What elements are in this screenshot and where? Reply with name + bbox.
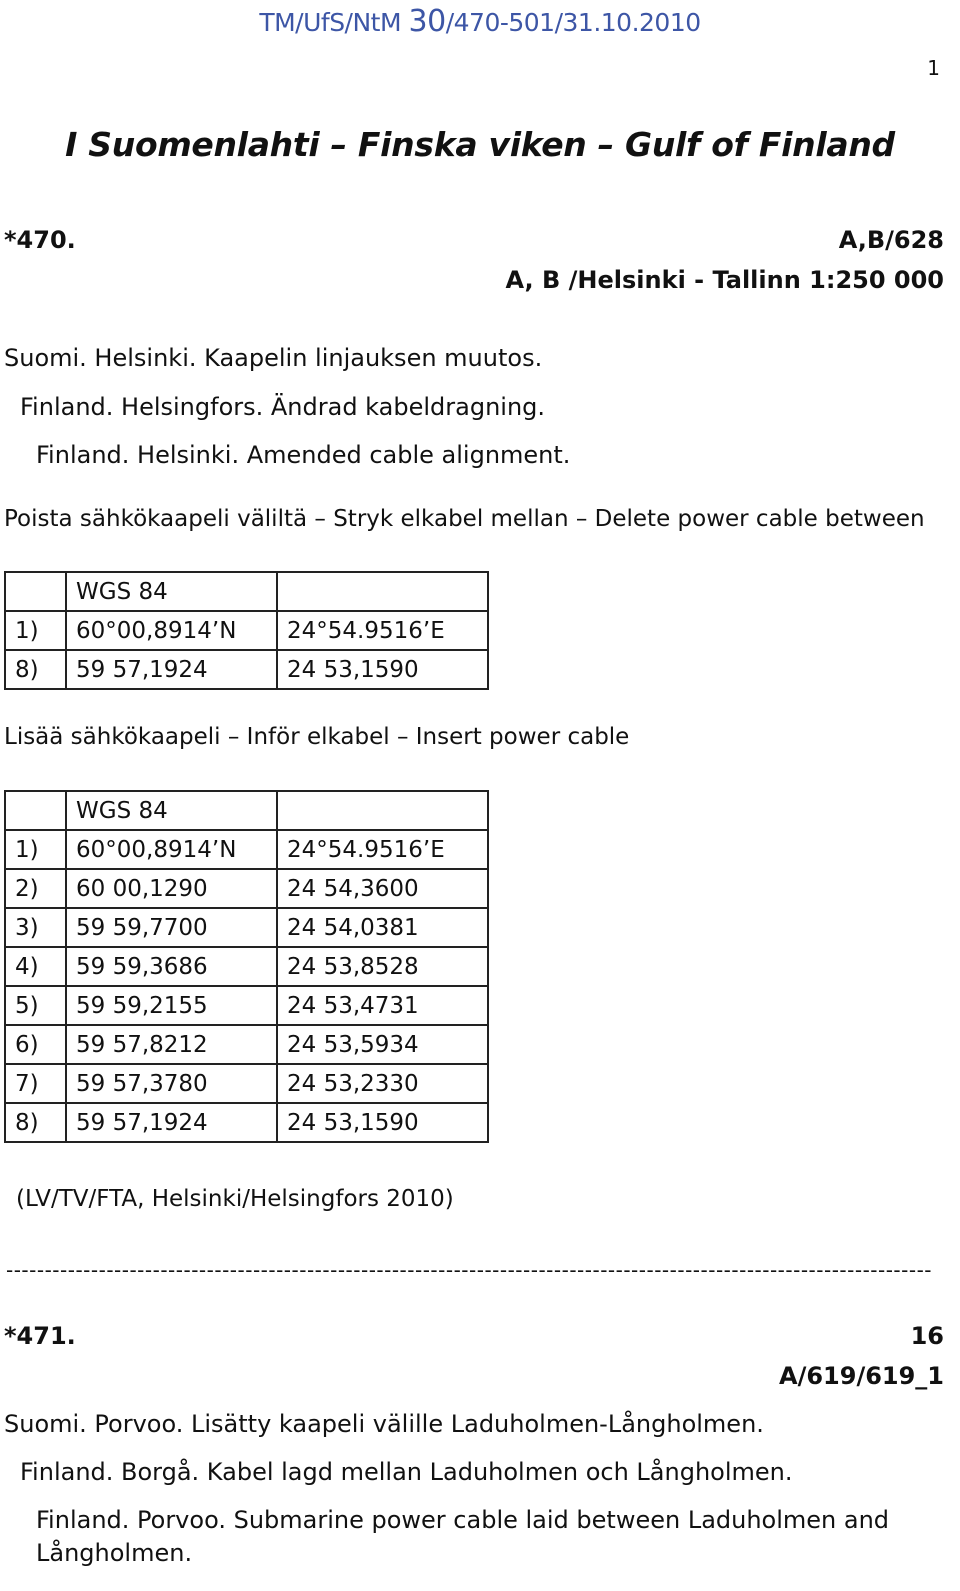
page-number: 1 <box>927 56 940 80</box>
longitude-cell: 24 53,1590 <box>277 650 488 689</box>
latitude-cell: 60 00,1290 <box>66 869 277 908</box>
delete-cable-heading: Poista sähkökaapeli väliltä – Stryk elkabel mellan – Delete power cable between <box>4 506 925 532</box>
page-header <box>0 4 960 39</box>
table-row <box>5 650 488 689</box>
notice-separator: ------------------------------------------------------------------------------------------------------------------------ <box>6 1258 933 1282</box>
header-prefix: TM/UfS/NtM <box>259 8 402 37</box>
notice-470-title-en: Finland. Helsinki. Amended cable alignment. <box>36 441 571 469</box>
longitude-cell: 24 53,4731 <box>277 986 488 1025</box>
table-cell <box>277 791 488 830</box>
table-row <box>5 1064 488 1103</box>
table-row <box>5 1103 488 1142</box>
table-header-row <box>5 791 488 830</box>
notice-470-charts: A,B/628 <box>838 226 944 254</box>
longitude-cell: 24°54.9516’E <box>277 830 488 869</box>
latitude-cell: 59 59,7700 <box>66 908 277 947</box>
longitude-cell: 24 53,8528 <box>277 947 488 986</box>
longitude-cell: 24 53,5934 <box>277 1025 488 1064</box>
longitude-cell: 24 53,2330 <box>277 1064 488 1103</box>
notice-470-title-fi: Suomi. Helsinki. Kaapelin linjauksen muutos. <box>4 344 543 372</box>
longitude-cell: 24 54,0381 <box>277 908 488 947</box>
header-suffix: /470-501/31.10.2010 <box>445 8 701 37</box>
notice-471-title-en-line2: Långholmen. <box>36 1539 193 1567</box>
point-label: 4) <box>5 947 66 986</box>
insert-coordinates-table <box>4 790 489 1143</box>
table-row <box>5 908 488 947</box>
notice-471-title-sv: Finland. Borgå. Kabel lagd mellan Laduholmen och Långholmen. <box>20 1458 793 1486</box>
notice-471-charts: A/619/619_1 <box>779 1362 944 1390</box>
insert-cable-heading: Lisää sähkökaapeli – Inför elkabel – Insert power cable <box>4 724 630 750</box>
table-cell <box>277 572 488 611</box>
latitude-cell: 60°00,8914’N <box>66 830 277 869</box>
notice-470-title-sv: Finland. Helsingfors. Ändrad kabeldragning. <box>20 393 546 421</box>
table-row <box>5 1025 488 1064</box>
longitude-cell: 24 54,3600 <box>277 869 488 908</box>
latitude-cell: 59 59,2155 <box>66 986 277 1025</box>
latitude-cell: 59 57,1924 <box>66 1103 277 1142</box>
point-label: 5) <box>5 986 66 1025</box>
point-label: 8) <box>5 1103 66 1142</box>
latitude-cell: 59 57,8212 <box>66 1025 277 1064</box>
point-label: 7) <box>5 1064 66 1103</box>
point-label: 2) <box>5 869 66 908</box>
latitude-cell: 59 57,1924 <box>66 650 277 689</box>
notice-470-chart-series: A, B /Helsinki - Tallinn 1:250 000 <box>505 266 944 294</box>
datum-header: WGS 84 <box>66 572 277 611</box>
datum-header: WGS 84 <box>66 791 277 830</box>
latitude-cell: 60°00,8914’N <box>66 611 277 650</box>
table-row <box>5 986 488 1025</box>
table-header-row <box>5 572 488 611</box>
header-issue-number: 30 <box>408 4 446 39</box>
notice-471-title-en-line1: Finland. Porvoo. Submarine power cable laid between Laduholmen and <box>36 1506 890 1534</box>
point-label: 1) <box>5 611 66 650</box>
notice-471-count: 16 <box>910 1322 944 1350</box>
latitude-cell: 59 59,3686 <box>66 947 277 986</box>
delete-coordinates-table <box>4 571 489 690</box>
notice-471-number: *471. <box>4 1322 76 1350</box>
notice-470-number: *470. <box>4 226 76 254</box>
table-row <box>5 611 488 650</box>
section-heading: I Suomenlahti – Finska viken – Gulf of Finland <box>65 125 895 164</box>
table-row <box>5 947 488 986</box>
notice-471-title-fi: Suomi. Porvoo. Lisätty kaapeli välille Laduholmen-Långholmen. <box>4 1410 764 1438</box>
point-label: 3) <box>5 908 66 947</box>
table-cell <box>5 572 66 611</box>
notice-470-source: (LV/TV/FTA, Helsinki/Helsingfors 2010) <box>16 1186 454 1212</box>
point-label: 1) <box>5 830 66 869</box>
point-label: 6) <box>5 1025 66 1064</box>
latitude-cell: 59 57,3780 <box>66 1064 277 1103</box>
table-row <box>5 830 488 869</box>
table-row <box>5 869 488 908</box>
longitude-cell: 24°54.9516’E <box>277 611 488 650</box>
longitude-cell: 24 53,1590 <box>277 1103 488 1142</box>
point-label: 8) <box>5 650 66 689</box>
table-cell <box>5 791 66 830</box>
